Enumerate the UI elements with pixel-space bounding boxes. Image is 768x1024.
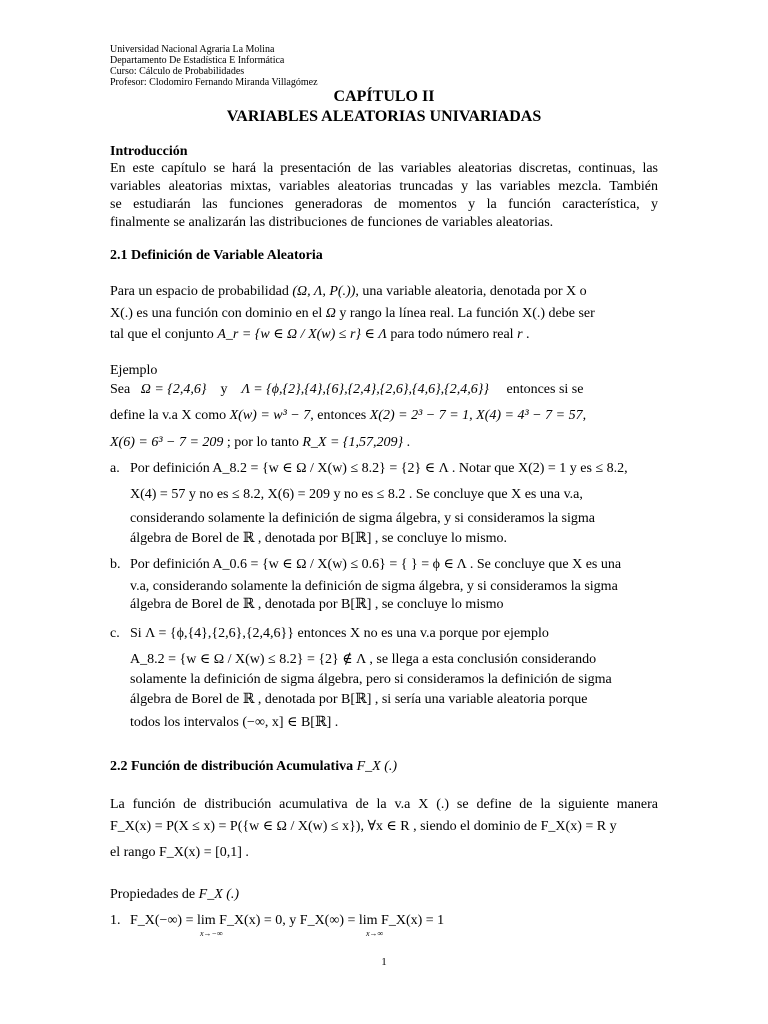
definition-line-2	[110, 305, 658, 323]
properties-label: Propiedades de	[110, 887, 196, 902]
probability-space-math: (Ω, Λ, P(.))	[292, 284, 356, 299]
def-text: para todo número real	[390, 327, 514, 342]
item-c-line-2: A_8.2 = {w ∈ Ω / X(w) ≤ 8.2} = {2} ∉ Λ , se llega a esta conclusión considerando	[130, 652, 597, 667]
ex-text: entonces si se	[506, 382, 584, 397]
x-values-math: X(2) = 2³ − 7 = 1, X(4) = 4³ − 7 = 57,	[369, 408, 587, 423]
x6-math: X(6) = 6³ − 7 = 209	[110, 435, 224, 450]
item-a-line-4: álgebra de Borel de ℝ , denotada por B[ℝ] , se concluye lo mismo.	[130, 531, 508, 546]
intro-line-3: se estudiarán las funciones generadoras de momentos y la función característica, y	[110, 197, 658, 212]
def-text: X(.) es una función con dominio en el	[110, 306, 323, 321]
item-a-label: a.	[110, 461, 120, 476]
section-2-1-heading: 2.1 Definición de Variable Aleatoria	[110, 248, 323, 263]
limit-subscript-1: x→−∞	[200, 929, 223, 938]
cdf-line-1: La función de distribución acumulativa de la v.a X (.) se define de la siguiente manera	[110, 797, 658, 812]
def-text: Para un espacio de probabilidad	[110, 284, 289, 299]
chapter-number: CAPÍTULO II	[333, 88, 435, 105]
limit-subscript-2: x→∞	[366, 929, 384, 938]
university-name: Universidad Nacional Agraria La Molina	[110, 44, 275, 55]
set-ar-math: A_r = {w ∈ Ω / X(w) ≤ r} ∈ Λ	[217, 327, 387, 342]
rx-math: R_X = {1,57,209}	[302, 435, 404, 450]
example-label: Ejemplo	[110, 363, 158, 378]
item-a-line-2: X(4) = 57 y no es ≤ 8.2, X(6) = 209 y no es ≤ 8.2 . Se concluye que X es una v.a,	[130, 487, 583, 502]
properties-heading	[110, 886, 658, 904]
section-2-2-title: 2.2 Función de distribución Acumulativa	[110, 759, 354, 774]
cdf-line-2: F_X(x) = P(X ≤ x) = P({w ∈ Ω / X(w) ≤ x}), ∀x ∈ R , siendo el dominio de F_X(x) = R y	[110, 819, 617, 834]
professor-name: Profesor: Clodomiro Fernando Miranda Villagómez	[110, 77, 318, 88]
item-c-line-3: solamente la definición de sigma álgebra, pero si consideramos la definición de sigma	[130, 672, 612, 687]
section-2-2-heading	[110, 758, 658, 776]
ex-text: ; por lo tanto	[226, 435, 299, 450]
example-line-3: X(6) = 6³ − 7 = 209 ; por lo tanto R_X = {1,57,209} .	[110, 435, 411, 450]
intro-line-1: En este capítulo se hará la presentación de las variables aleatorias discretas, continuas, las	[110, 161, 658, 176]
item-c-line-5: todos los intervalos (−∞, x] ∈ B[ℝ] .	[130, 715, 339, 730]
example-line-2	[110, 407, 658, 425]
item-b-line-1: Por definición A_0.6 = {w ∈ Ω / X(w) ≤ 0.6} = { } = ϕ ∈ Λ . Se concluye que X es una	[130, 557, 622, 572]
def-text: tal que el conjunto	[110, 327, 214, 342]
definition-line-1	[110, 283, 658, 301]
chapter-title: VARIABLES ALEATORIAS UNIVARIADAS	[226, 108, 542, 125]
department-name: Departamento De Estadística E Informática	[110, 55, 285, 66]
def-text: , una variable aleatoria, denotada por X o	[355, 284, 587, 299]
page-number: 1	[381, 956, 387, 968]
fx-heading-math: F_X (.)	[356, 759, 398, 774]
xw-def-math: X(w) = w³ − 7	[229, 408, 311, 423]
item-c-line-1: Si Λ = {ϕ,{4},{2,6},{2,4,6}} entonces X no es una v.a porque por ejemplo	[130, 626, 549, 641]
item-b-label: b.	[110, 557, 121, 572]
property-1-formula: F_X(−∞) = lim F_X(x) = 0, y F_X(∞) = lim F_X(x) = 1	[130, 913, 445, 928]
course-name: Curso: Cálculo de Probabilidades	[110, 66, 245, 77]
intro-line-4: finalmente se analizarán las distribuciones de funciones de variables aleatorias.	[110, 215, 554, 230]
document-header	[110, 44, 318, 88]
item-a-line-3: considerando solamente la definición de sigma álgebra, y si consideramos la sigma	[130, 511, 595, 526]
item-b-line-3: álgebra de Borel de ℝ , denotada por B[ℝ] , se concluye lo mismo	[130, 597, 504, 612]
ex-text: define la v.a X como	[110, 408, 227, 423]
item-c-label: c.	[110, 626, 120, 641]
item-a-line-1: Por definición A_8.2 = {w ∈ Ω / X(w) ≤ 8.2} = {2} ∈ Λ . Notar que X(2) = 1 y es ≤ 8.2,	[130, 461, 628, 476]
definition-line-3: tal que el conjunto A_r = {w ∈ Ω / X(w) ≤ r} ∈ Λ para todo número real r .	[110, 327, 530, 342]
fx-props-math: F_X (.)	[198, 887, 240, 902]
example-line-1	[110, 381, 658, 399]
ex-text: Sea	[110, 382, 131, 397]
lambda-set-math: Λ = {ϕ,{2},{4},{6},{2,4},{2,6},{4,6},{2,4,6}}	[241, 382, 489, 397]
item-b-line-2: v.a, considerando solamente la definición de sigma álgebra, y si consideramos la sigma	[130, 579, 618, 594]
def-text: y rango la línea real. La función X(.) debe ser	[339, 306, 595, 321]
ex-text: , entonces	[310, 408, 367, 423]
intro-heading: Introducción	[110, 144, 188, 159]
intro-line-2: variables aleatorias mixtas, variables aleatorias truncadas y las variables mezcla. También	[110, 179, 658, 194]
r-math: r	[517, 327, 523, 342]
property-1-label: 1.	[110, 913, 121, 928]
item-c-line-4: álgebra de Borel de ℝ , denotada por B[ℝ] , si sería una variable aleatoria porque	[130, 692, 588, 707]
cdf-line-3: el rango F_X(x) = [0,1] .	[110, 845, 249, 860]
omega-set-math: Ω = {2,4,6}	[140, 382, 207, 397]
ex-text: y	[220, 382, 228, 397]
omega-math: Ω	[325, 306, 336, 321]
